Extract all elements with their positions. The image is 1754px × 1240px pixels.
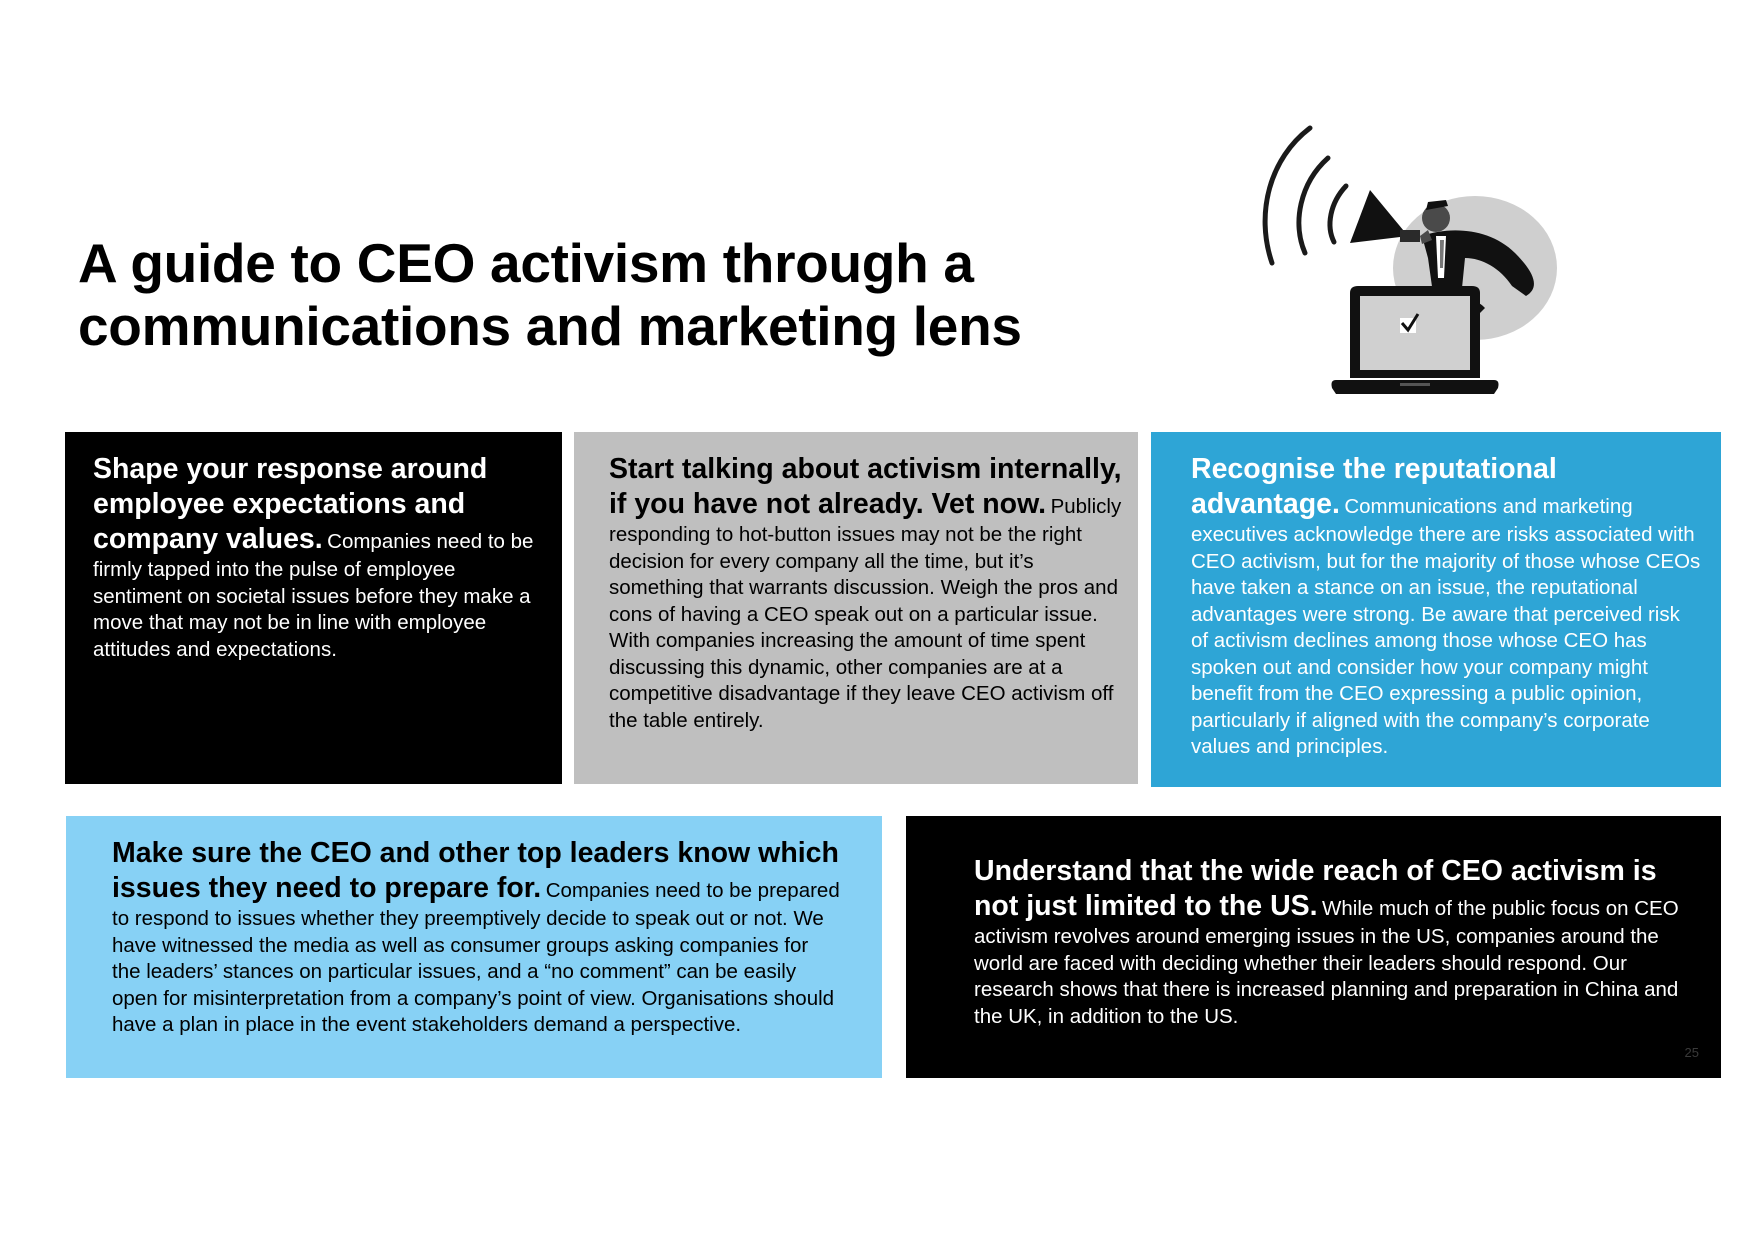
panel-lead: Understand that the wide reach of CEO activism is not just limited to the US. <box>974 855 1657 922</box>
panel-body: Companies need to be firmly tapped into the pulse of employee sentiment on societal issues before they make a move that may not be in line with employee attitudes and expectations. <box>93 530 534 661</box>
panel-talk-internally <box>574 432 1138 784</box>
panel-lead: Shape your response around employee expectations and company values. <box>93 453 488 555</box>
panel-reputational-advantage <box>1151 432 1721 787</box>
page-number: 25 <box>1684 1045 1699 1060</box>
panel-body: Companies need to be prepared to respond to issues whether they preemptively decide to speak out or not. We have witnessed the media as well as consumer groups asking companies for the leaders’ stances on particular issues, and a “no comment” can be easily open for misinterpretation from a company’s point of view. Organisations should have a plan in place in the event stakeholders demand a perspective. <box>112 879 840 1036</box>
panel-body: Publicly responding to hot-button issues may not be the right decision for every company all the time, but it’s something that warrants discussion. Weigh the pros and cons of having a CEO speak out on a particular issue. With companies increasing the amount of time spent discussing this dynamic, other companies are at a competitive disadvantage if they leave CEO activism off the table entirely. <box>609 495 1122 732</box>
panel-body: While much of the public focus on CEO activism revolves around emerging issues in the US, companies around the world are faced with deciding whether their leaders should respond. Our research shows that there is increased planning and preparation in China and the UK, in addition to the US. <box>974 897 1679 1028</box>
panel-prepare-leaders <box>66 816 882 1078</box>
panel-lead: Recognise the reputational advantage. <box>1191 453 1557 520</box>
megaphone-person-laptop-icon <box>1250 118 1580 428</box>
panel-employee-expectations <box>65 432 562 784</box>
panel-body: Communications and marketing executives acknowledge there are risks associated with CEO activism, but for the majority of those whose CEOs have taken a stance on an issue, the reputational advantages were strong. Be aware that perceived risk of activism declines among those whose CEO has spoken out and consider how your company might benefit from the CEO expressing a public opinion, particularly if aligned with the company’s corporate values and principles. <box>1191 495 1701 758</box>
panel-lead: Start talking about activism internally, if you have not already. Vet now. <box>609 453 1122 520</box>
panel-lead: Make sure the CEO and other top leaders know which issues they need to prepare for. <box>112 837 839 904</box>
panel-global-reach <box>906 816 1721 1078</box>
page-title: A guide to CEO activism through a communications and marketing lens <box>78 232 1022 357</box>
